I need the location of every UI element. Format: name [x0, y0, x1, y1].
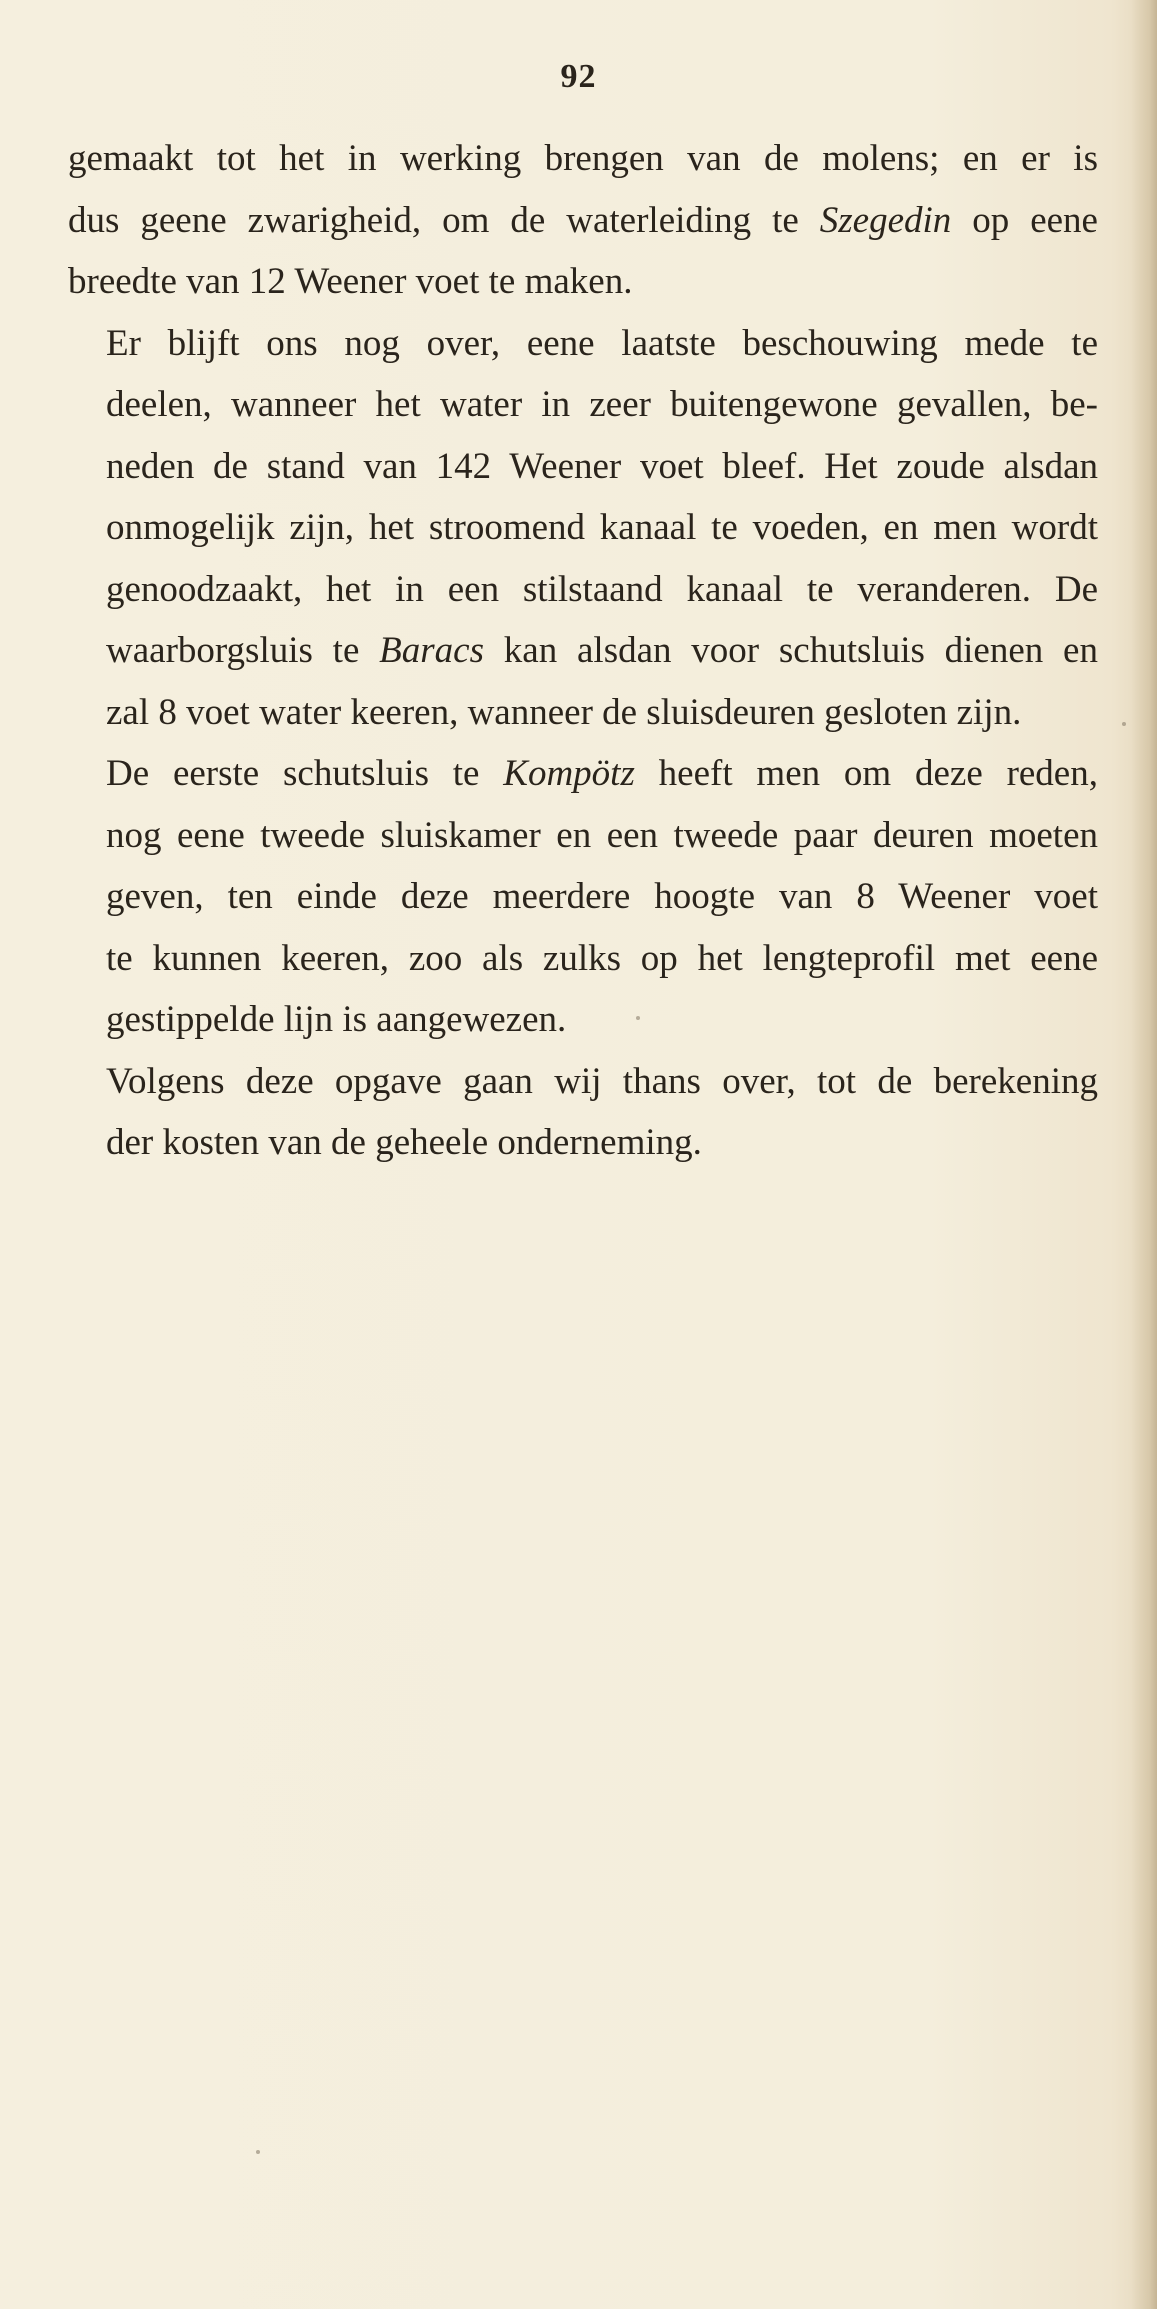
text-segment: De eerste schutsluis te — [106, 753, 504, 794]
text-line — [68, 251, 1098, 313]
text-segment: breedte van 12 Weener voet te maken. — [68, 261, 633, 302]
text-segment: kan alsdan voor schutsluis dienen en — [484, 630, 1098, 671]
text-segment: waarborgsluis te — [106, 630, 380, 671]
text-segment: neden de stand van 142 Weener voet bleef. Het zoude alsdan — [106, 445, 1098, 487]
text-line — [68, 743, 1098, 805]
italic-place-name: Szegedin — [819, 199, 952, 241]
text-line — [68, 805, 1098, 867]
text-segment: te kunnen keeren, zoo als zulks op het lengteprofil met eene — [106, 937, 1098, 979]
ink-speck — [636, 1016, 640, 1020]
text-segment: onmogelijk zijn, het stroomend kanaal te voeden, en men wordt — [106, 507, 1098, 548]
text-segment: zal 8 voet water keeren, wanneer de sluisdeuren gesloten zijn. — [106, 691, 1022, 733]
text-line — [68, 559, 1098, 621]
text-segment: op eene — [951, 199, 1098, 241]
paragraph — [68, 1051, 1098, 1174]
text-segment: deelen, wanneer het water in zeer buitengewone gevallen, be- — [106, 384, 1098, 425]
ink-speck — [1122, 722, 1126, 726]
body-text — [68, 128, 1098, 1174]
paragraph — [68, 743, 1098, 1051]
text-line — [68, 989, 1098, 1051]
text-line — [68, 928, 1098, 990]
text-line — [68, 313, 1098, 375]
page-number: 92 — [560, 58, 597, 95]
text-line — [68, 1051, 1098, 1113]
paragraph — [68, 128, 1098, 313]
text-segment: geven, ten einde deze meerdere hoogte van 8 Weener voet — [106, 876, 1098, 917]
ink-speck — [256, 2150, 260, 2154]
text-segment: heeft men om deze reden, — [634, 753, 1098, 794]
italic-place-name: Baracs — [379, 630, 484, 671]
text-segment: dus geene zwarigheid, om de waterleiding te — [68, 199, 820, 241]
text-segment: nog eene tweede sluiskamer en een tweede paar deuren moeten — [106, 814, 1098, 856]
text-segment: der kosten van de geheele onderneming. — [106, 1122, 702, 1163]
text-segment: gemaakt tot het in werking brengen van de molens; en er is — [68, 138, 1098, 179]
text-line — [68, 497, 1098, 559]
text-segment: Volgens deze opgave gaan wij thans over, tot de berekening — [106, 1060, 1098, 1102]
text-line — [68, 128, 1098, 190]
text-segment: gestippelde lijn is aangewezen. — [106, 999, 567, 1040]
text-line — [68, 436, 1098, 498]
text-line — [68, 620, 1098, 682]
text-segment: genoodzaakt, het in een stilstaand kanaal te veranderen. De — [106, 568, 1098, 610]
text-line — [68, 374, 1098, 436]
text-line — [68, 682, 1098, 744]
text-line — [68, 866, 1098, 928]
paragraph — [68, 313, 1098, 744]
text-line — [68, 190, 1098, 252]
text-segment: Er blijft ons nog over, eene laatste beschouwing mede te — [106, 322, 1098, 364]
italic-place-name: Kompötz — [503, 753, 635, 794]
page-edge-shadow — [1131, 0, 1157, 2309]
text-line — [68, 1112, 1098, 1174]
